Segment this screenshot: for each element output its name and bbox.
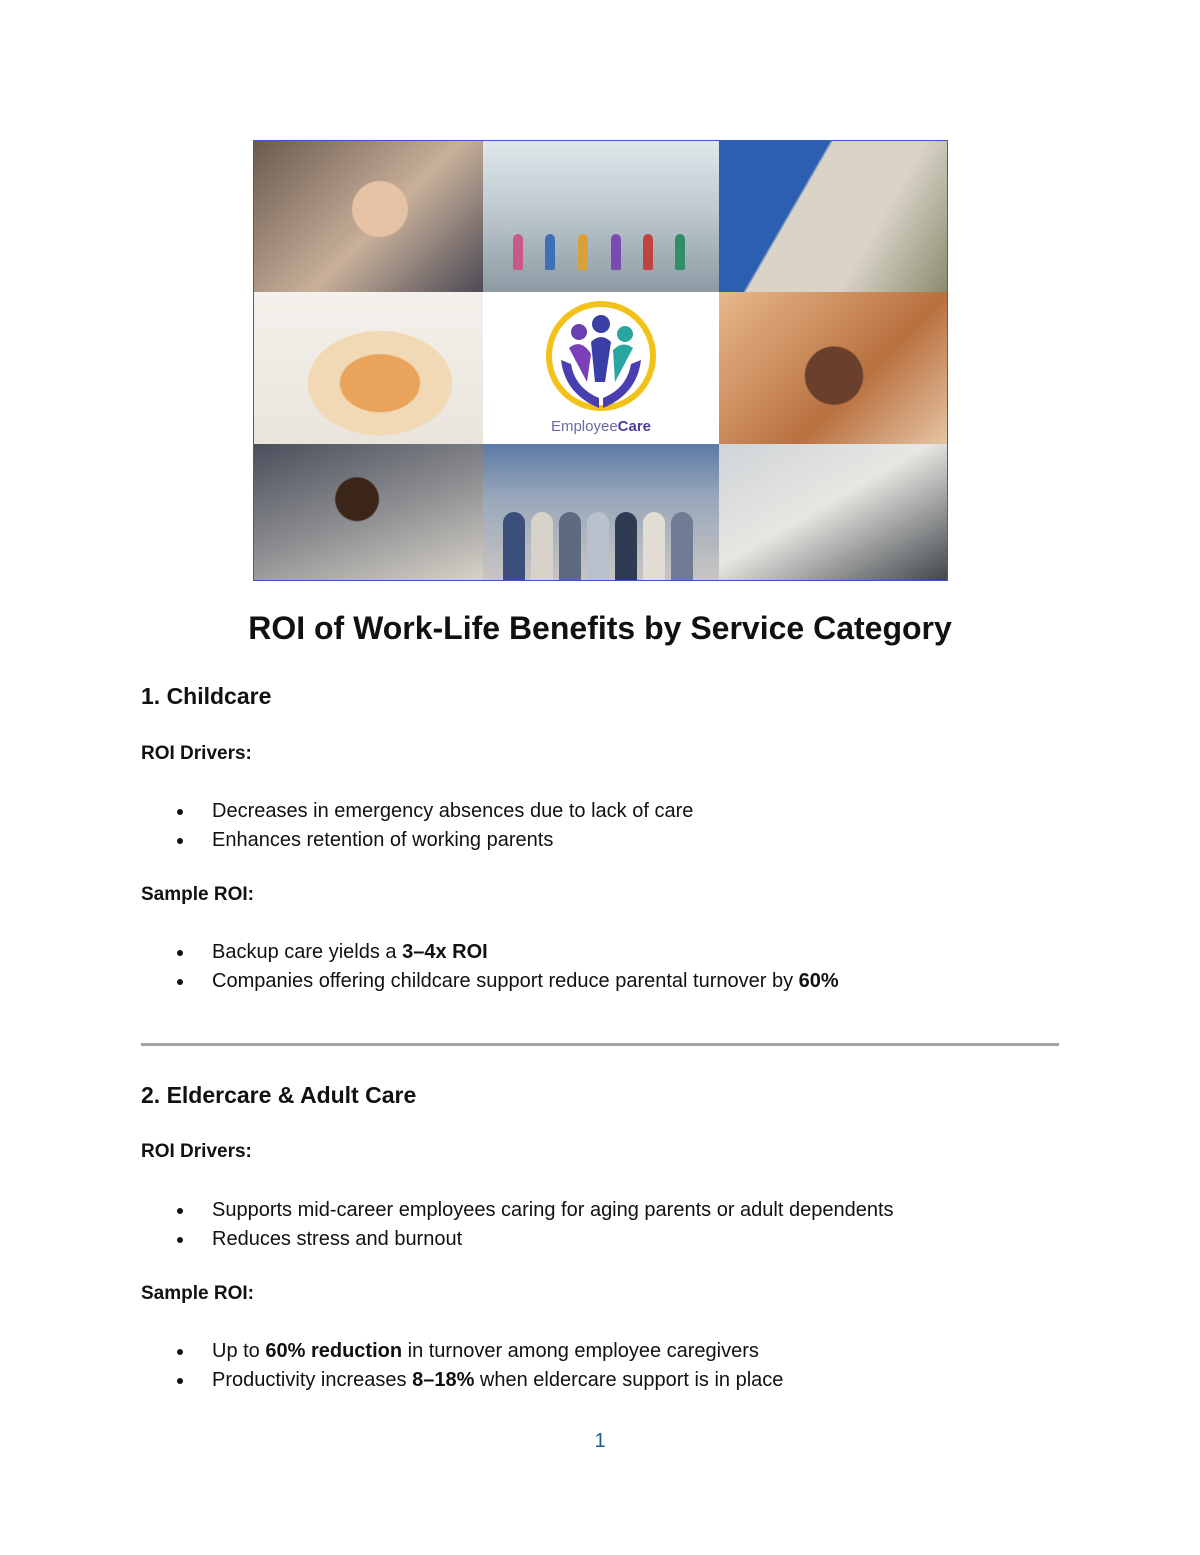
call-center-photo	[719, 444, 948, 581]
sample-roi-label: Sample ROI:	[141, 884, 254, 905]
employeecare-logo-mark	[539, 298, 663, 420]
team-group-photo	[483, 444, 719, 581]
sample-roi-list	[141, 1337, 783, 1395]
section-divider	[141, 1043, 1059, 1046]
list-item: Companies offering childcare support reduce parental turnover by 60%	[141, 967, 839, 996]
roi-drivers-list	[141, 797, 693, 855]
roi-drivers-label: ROI Drivers:	[141, 1141, 252, 1162]
heart-hands-photo	[719, 292, 948, 444]
section-heading-eldercare: 2. Eldercare & Adult Care	[141, 1082, 417, 1108]
sample-roi-label: Sample ROI:	[141, 1283, 254, 1304]
student-books-photo	[254, 444, 483, 581]
list-item: Enhances retention of working parents	[141, 826, 693, 855]
list-item: Decreases in emergency absences due to lack of care	[141, 797, 693, 826]
list-item: Up to 60% reduction in turnover among employee caregivers	[141, 1337, 783, 1366]
list-item: Backup care yields a 3–4x ROI	[141, 938, 839, 967]
list-item: Productivity increases 8–18% when eldercare support is in place	[141, 1366, 783, 1395]
kitten-puppy-photo	[254, 292, 483, 444]
children-running-photo	[483, 141, 719, 292]
caregiver-senior-photo	[719, 141, 948, 292]
roi-drivers-list	[141, 1196, 894, 1254]
page-number: 1	[594, 1430, 606, 1452]
sample-roi-list	[141, 938, 839, 996]
family-hug-photo	[254, 141, 483, 292]
section-heading-childcare: 1. Childcare	[141, 683, 272, 709]
list-item: Reduces stress and burnout	[141, 1225, 894, 1254]
list-item: Supports mid-career employees caring for aging parents or adult dependents	[141, 1196, 894, 1225]
header-collage	[253, 140, 948, 581]
roi-drivers-label: ROI Drivers:	[141, 743, 252, 764]
employeecare-logo	[483, 292, 719, 444]
page-title: ROI of Work-Life Benefits by Service Category	[248, 610, 952, 646]
employeecare-logo-text: EmployeeCare	[550, 418, 652, 435]
